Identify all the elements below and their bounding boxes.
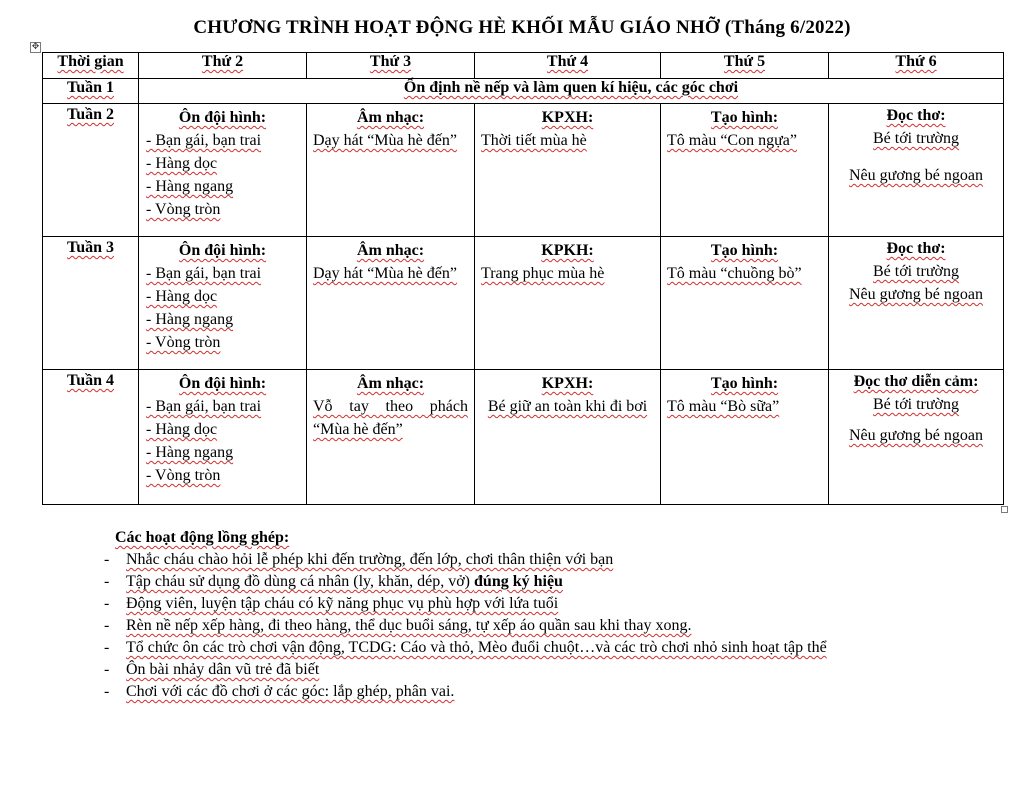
cell-text: Dạy hát “Mùa hè đến”: [313, 132, 457, 149]
monday-cell: [139, 104, 307, 237]
thursday-cell: [661, 104, 829, 237]
cell-text: Bé tới trường: [872, 263, 960, 280]
table-row-week-4: [43, 370, 1004, 505]
wednesday-cell: [475, 237, 661, 370]
cell-text: Thời tiết mùa hè: [481, 132, 587, 149]
wednesday-cell: [475, 370, 661, 505]
friday-bottom: Nêu gương bé ngoan: [849, 286, 983, 303]
list-item: - Hàng dọc: [146, 155, 218, 172]
week-1-activity: Ổn định nề nếp và làm quen kí hiệu, các góc chơi: [139, 79, 1004, 104]
list-item: - Ôn bài nhảy dân vũ trẻ đã biết: [104, 661, 320, 678]
document-title: CHƯƠNG TRÌNH HOẠT ĐỘNG HÈ KHỐI MẪU GIÁO NHỠ (Tháng 6/2022): [193, 17, 851, 38]
cell-heading: Đọc thơ diễn cảm:: [853, 373, 979, 390]
list-item: - Bạn gái, bạn trai: [146, 132, 262, 149]
formation-list: [145, 129, 300, 221]
week-label: Tuần 1: [43, 79, 139, 104]
cell-text: Dạy hát “Mùa hè đến”: [313, 265, 457, 282]
week-label: Tuần 2: [43, 104, 139, 237]
cell-text: Tô màu “Con ngựa”: [667, 132, 797, 149]
list-item: - Vòng tròn: [146, 334, 221, 351]
tuesday-cell: [307, 237, 475, 370]
cell-heading: Tạo hình:: [710, 375, 779, 392]
friday-cell: [829, 104, 1004, 237]
integrated-activities-list: [104, 549, 827, 703]
wednesday-cell: [475, 104, 661, 237]
cell-text: Trang phục mùa hè: [481, 265, 605, 282]
list-item: - Động viên, luyện tập cháu có kỹ năng phục vụ phù hợp với lứa tuổi: [104, 595, 559, 612]
monday-cell: [139, 370, 307, 505]
friday-top: [829, 104, 1003, 164]
friday-inner-table: [829, 104, 1003, 187]
friday-inner-table: [829, 237, 1003, 306]
list-item: - Hàng dọc: [146, 288, 218, 305]
list-item: - Nhắc cháu chào hỏi lễ phép khi đến trường, đến lớp, chơi thân thiện với bạn: [104, 551, 614, 568]
cell-text: Bé giữ an toàn khi đi bơi: [487, 398, 648, 415]
list-item: - Hàng ngang: [146, 311, 234, 328]
table-resize-handle-icon[interactable]: [1001, 506, 1008, 513]
friday-bottom: Nêu gương bé ngoan: [849, 167, 983, 184]
cell-heading: Đọc thơ:: [886, 107, 946, 124]
list-item: - Vòng tròn: [146, 201, 221, 218]
cell-heading: KPXH:: [541, 109, 594, 126]
cell-text: Bé tới trường: [872, 130, 960, 147]
table-row-week-1: [43, 79, 1004, 104]
cell-text: Tô màu “chuồng bò”: [667, 265, 802, 282]
list-item: - Hàng ngang: [146, 178, 234, 195]
friday-inner-table: [829, 370, 1003, 447]
cell-heading: Âm nhạc:: [356, 242, 425, 259]
header-friday: Thứ 6: [829, 53, 1004, 79]
list-item: - Hàng ngang: [146, 444, 234, 461]
list-item: - Tập cháu sử dụng đồ dùng cá nhân (ly, khăn, dép, vở) đúng ký hiệu: [104, 573, 563, 590]
formation-list: [145, 262, 300, 354]
section-heading: Các hoạt động lồng ghép:: [115, 529, 290, 546]
header-thursday: Thứ 5: [661, 53, 829, 79]
list-item: - Bạn gái, bạn trai: [146, 265, 262, 282]
tuesday-cell: [307, 104, 475, 237]
cell-heading: KPXH:: [541, 375, 594, 392]
header-tuesday: Thứ 3: [307, 53, 475, 79]
table-header-row: [43, 53, 1004, 79]
cell-text: Bé tới trường: [872, 396, 960, 413]
list-item: - Tổ chức ôn các trò chơi vận động, TCDG: Cáo và thỏ, Mèo đuổi chuột…và các trò chơi nhỏ sinh hoạt tập thể: [104, 639, 827, 656]
header-monday: Thứ 2: [139, 53, 307, 79]
header-time: Thời gian: [43, 53, 139, 79]
thursday-cell: [661, 237, 829, 370]
list-item: - Rèn nề nếp xếp hàng, đi theo hàng, thể dục buổi sáng, tự xếp áo quần sau khi thay xong.: [104, 617, 692, 634]
tuesday-cell: [307, 370, 475, 505]
week-label: Tuần 3: [43, 237, 139, 370]
friday-bottom: Nêu gương bé ngoan: [849, 427, 983, 444]
cell-heading: Ôn đội hình:: [178, 109, 267, 126]
friday-top: [829, 370, 1003, 424]
monday-cell: [139, 237, 307, 370]
table-move-handle-icon[interactable]: ✥: [31, 42, 40, 52]
cell-heading: Âm nhạc:: [356, 109, 425, 126]
table-row-week-3: [43, 237, 1004, 370]
cell-heading: KPKH:: [541, 242, 594, 259]
list-item: - Hàng dọc: [146, 421, 218, 438]
cell-heading: Âm nhạc:: [356, 375, 425, 392]
table-row-week-2: [43, 104, 1004, 237]
header-wednesday: Thứ 4: [475, 53, 661, 79]
friday-top: [829, 237, 1003, 283]
week-label: Tuần 4: [43, 370, 139, 505]
friday-cell: [829, 237, 1004, 370]
cell-heading: Tạo hình:: [710, 242, 779, 259]
cell-heading: Đọc thơ:: [886, 240, 946, 257]
formation-list: [145, 395, 300, 487]
list-item: - Vòng tròn: [146, 467, 221, 484]
emphasis-text: đúng ký hiệu: [474, 573, 563, 590]
list-item: - Chơi với các đồ chơi ở các góc: lắp ghép, phân vai.: [104, 683, 455, 700]
cell-text: Vỗ tay theo phách “Mùa hè đến”: [313, 398, 468, 438]
cell-text: Tô màu “Bò sữa”: [667, 398, 780, 415]
activity-schedule-table: [42, 52, 1004, 505]
friday-cell: [829, 370, 1004, 505]
integrated-activities-section: [104, 527, 827, 703]
cell-heading: Ôn đội hình:: [178, 242, 267, 259]
list-item: - Bạn gái, bạn trai: [146, 398, 262, 415]
cell-heading: Ôn đội hình:: [178, 375, 267, 392]
thursday-cell: [661, 370, 829, 505]
cell-heading: Tạo hình:: [710, 109, 779, 126]
